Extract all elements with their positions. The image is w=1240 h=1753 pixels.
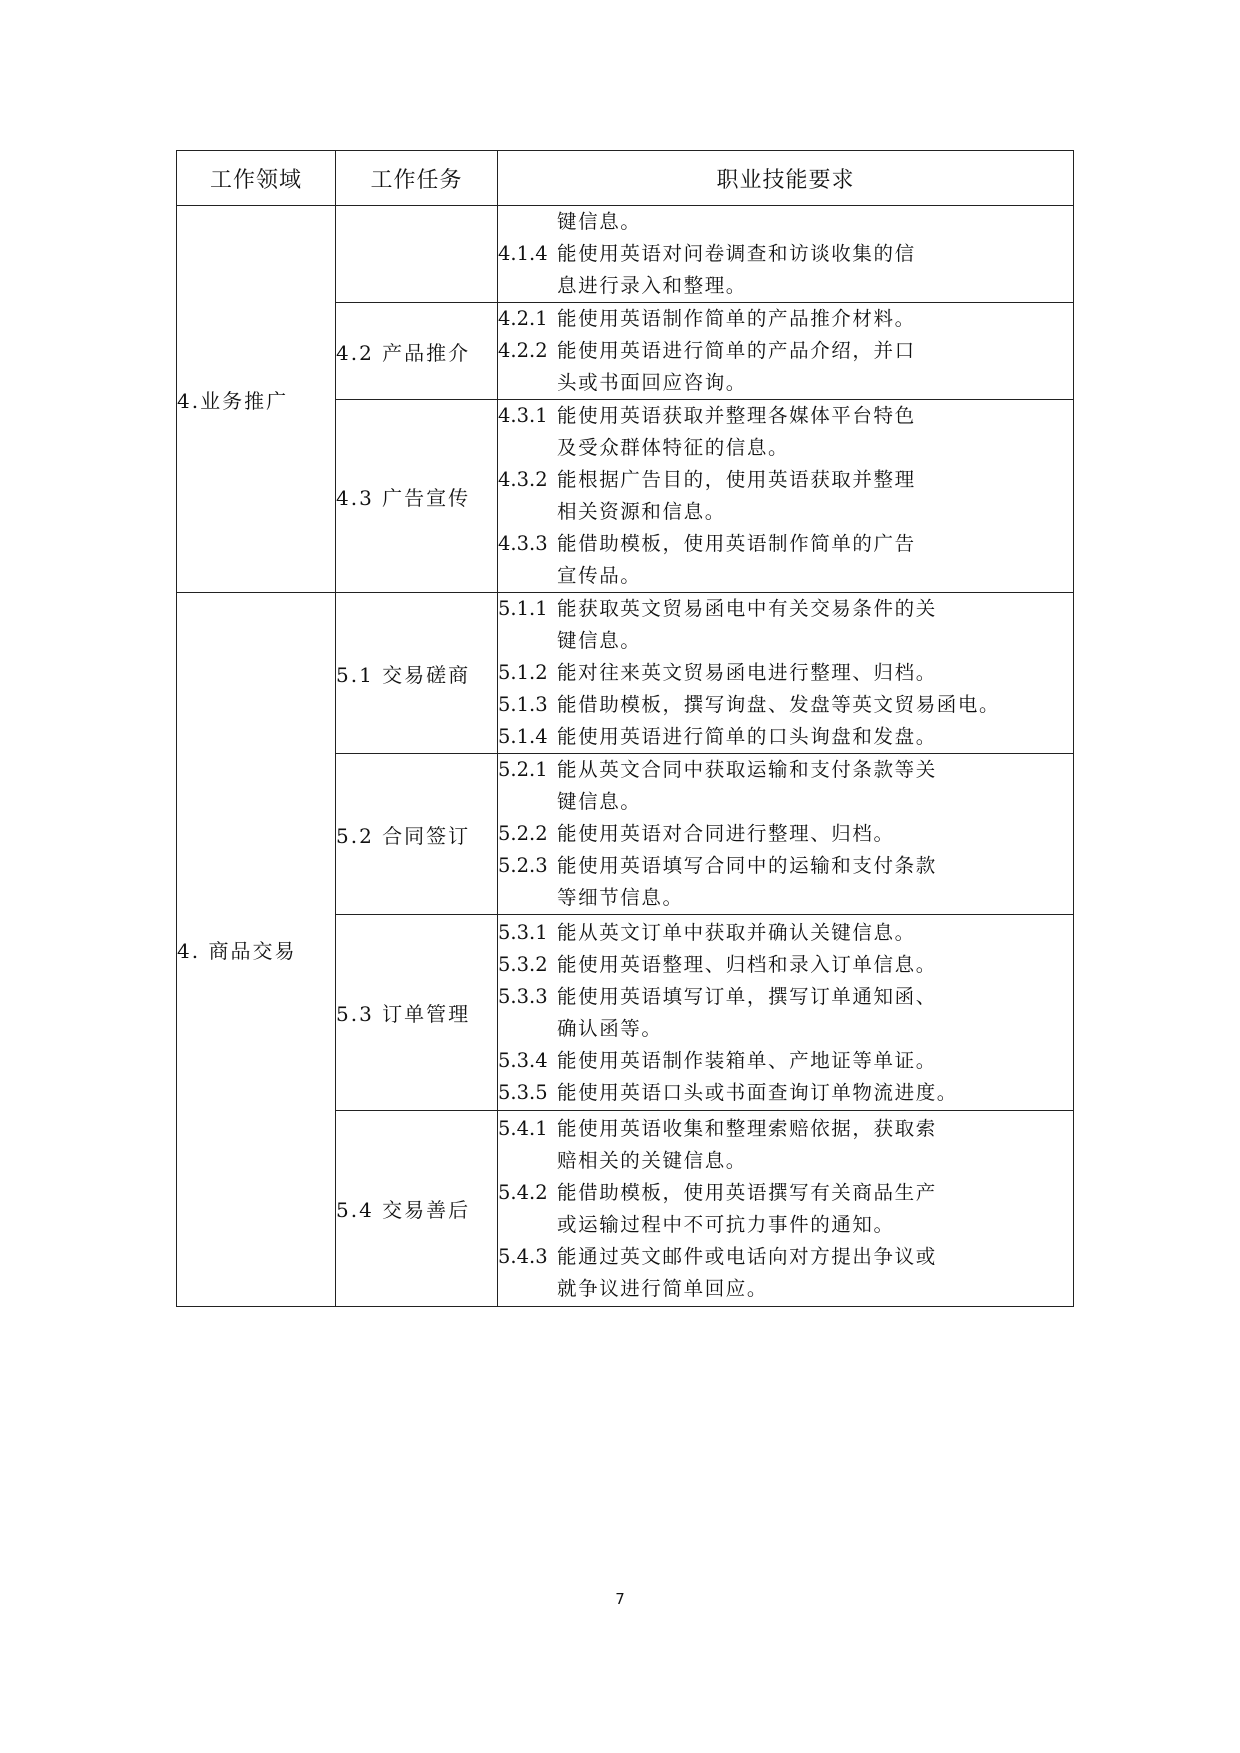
work-task-cell [336, 206, 498, 303]
requirement-item [498, 1113, 1073, 1177]
requirement-text: 能使用英语对合同进行整理、归档。 [557, 822, 895, 845]
work-task-cell: 5.4 交易善后 [336, 1111, 498, 1307]
requirement-item [498, 689, 1073, 721]
requirement-item [498, 981, 1073, 1045]
requirement-number: 5.1.2 [498, 661, 548, 684]
table-row [177, 206, 1074, 303]
skill-requirements-cell [498, 754, 1074, 915]
requirement-item [498, 721, 1073, 753]
requirement-number: 4.1.4 [498, 242, 548, 265]
requirement-item [498, 754, 1073, 818]
page-number: 7 [615, 1590, 625, 1608]
requirement-number: 5.3.5 [498, 1080, 548, 1104]
requirement-text: 能借助模板，使用英语制作简单的广告 宣传品。 [557, 532, 916, 587]
requirement-item [498, 593, 1073, 657]
skill-requirements-cell [498, 1111, 1074, 1307]
requirement-text: 键信息。 [557, 210, 642, 233]
requirement-text: 能通过英文邮件或电话向对方提出争议或 就争议进行简单回应。 [557, 1244, 937, 1300]
skill-requirements-cell [498, 206, 1074, 303]
work-area-cell: 4. 商品交易 [177, 593, 336, 1307]
skill-requirements-cell [498, 303, 1074, 400]
requirement-text: 能使用英语进行简单的产品介绍，并口 头或书面回应咨询。 [557, 339, 916, 394]
requirement-text: 能使用英语获取并整理各媒体平台特色 及受众群体特征的信息。 [557, 404, 916, 459]
requirement-text: 能使用英语填写订单，撰写订单通知函、 确认函等。 [557, 984, 937, 1040]
requirement-number: 5.2.3 [498, 854, 548, 877]
requirement-number: 5.3.2 [498, 952, 548, 976]
requirement-text: 能使用英语进行简单的口头询盘和发盘。 [557, 725, 937, 748]
requirement-number: 4.3.3 [498, 532, 548, 555]
requirement-number: 4.3.1 [498, 404, 548, 427]
work-task-cell: 5.1 交易磋商 [336, 593, 498, 754]
requirement-number: 5.1.1 [498, 597, 548, 620]
requirement-item [498, 917, 1073, 949]
requirement-item [498, 238, 1073, 302]
header-work-area: 工作领域 [177, 151, 336, 206]
requirement-text: 能从英文订单中获取并确认关键信息。 [557, 920, 916, 944]
requirement-text: 能根据广告目的，使用英语获取并整理 相关资源和信息。 [557, 468, 916, 523]
requirement-text: 能使用英语口头或书面查询订单物流进度。 [557, 1080, 958, 1104]
requirement-item [498, 303, 1073, 335]
requirement-item [498, 1077, 1073, 1109]
work-task-cell: 4.3 广告宣传 [336, 400, 498, 593]
requirement-text: 能借助模板，使用英语撰写有关商品生产 或运输过程中不可抗力事件的通知。 [557, 1180, 937, 1236]
requirement-number: 5.3.3 [498, 984, 548, 1008]
table-row [177, 593, 1074, 754]
requirement-number: 5.2.1 [498, 758, 548, 781]
requirement-number: 5.2.2 [498, 822, 548, 845]
requirement-number: 5.4.1 [498, 1116, 548, 1140]
work-area-cell: 4.业务推广 [177, 206, 336, 593]
requirement-item [498, 818, 1073, 850]
skill-requirements-cell [498, 915, 1074, 1111]
requirement-number: 4.2.2 [498, 339, 548, 362]
work-task-cell: 4.2 产品推介 [336, 303, 498, 400]
requirement-item [498, 464, 1073, 528]
work-task-cell: 5.2 合同签订 [336, 754, 498, 915]
requirement-item [498, 1241, 1073, 1305]
requirement-item [498, 949, 1073, 981]
requirement-number: 4.3.2 [498, 468, 548, 491]
table-header-row [177, 151, 1074, 206]
requirement-text: 能从英文合同中获取运输和支付条款等关 键信息。 [557, 758, 937, 813]
requirement-item [498, 657, 1073, 689]
table-body [177, 206, 1074, 1307]
requirement-item [498, 206, 1073, 238]
requirement-text: 能使用英语填写合同中的运输和支付条款 等细节信息。 [557, 854, 937, 909]
header-work-task: 工作任务 [336, 151, 498, 206]
requirement-text: 能使用英语制作装箱单、产地证等单证。 [557, 1048, 937, 1072]
requirement-number: 5.1.3 [498, 693, 548, 716]
requirement-item [498, 400, 1073, 464]
requirement-number: 4.2.1 [498, 307, 548, 330]
requirement-text: 能使用英语收集和整理索赔依据，获取索 赔相关的关键信息。 [557, 1116, 937, 1172]
requirement-item [498, 1045, 1073, 1077]
requirement-item [498, 528, 1073, 592]
requirement-item [498, 850, 1073, 914]
skill-requirements-cell [498, 593, 1074, 754]
requirement-text: 能使用英语对问卷调查和访谈收集的信 息进行录入和整理。 [557, 242, 916, 297]
requirement-item [498, 335, 1073, 399]
requirement-number: 5.3.1 [498, 920, 548, 944]
requirement-number: 5.4.2 [498, 1180, 548, 1204]
requirement-number: 5.1.4 [498, 725, 548, 748]
requirement-number: 5.3.4 [498, 1048, 548, 1072]
header-skill-requirements: 职业技能要求 [498, 151, 1074, 206]
requirement-text: 能借助模板，撰写询盘、发盘等英文贸易函电。 [557, 693, 1001, 716]
work-task-cell: 5.3 订单管理 [336, 915, 498, 1111]
requirement-text: 能获取英文贸易函电中有关交易条件的关 键信息。 [557, 597, 937, 652]
requirement-number: 5.4.3 [498, 1244, 548, 1268]
skill-requirements-cell [498, 400, 1074, 593]
requirement-item [498, 1177, 1073, 1241]
requirement-text: 能对往来英文贸易函电进行整理、归档。 [557, 661, 937, 684]
skill-requirements-table [176, 150, 1074, 1307]
requirement-text: 能使用英语整理、归档和录入订单信息。 [557, 952, 937, 976]
requirement-text: 能使用英语制作简单的产品推介材料。 [557, 307, 916, 330]
